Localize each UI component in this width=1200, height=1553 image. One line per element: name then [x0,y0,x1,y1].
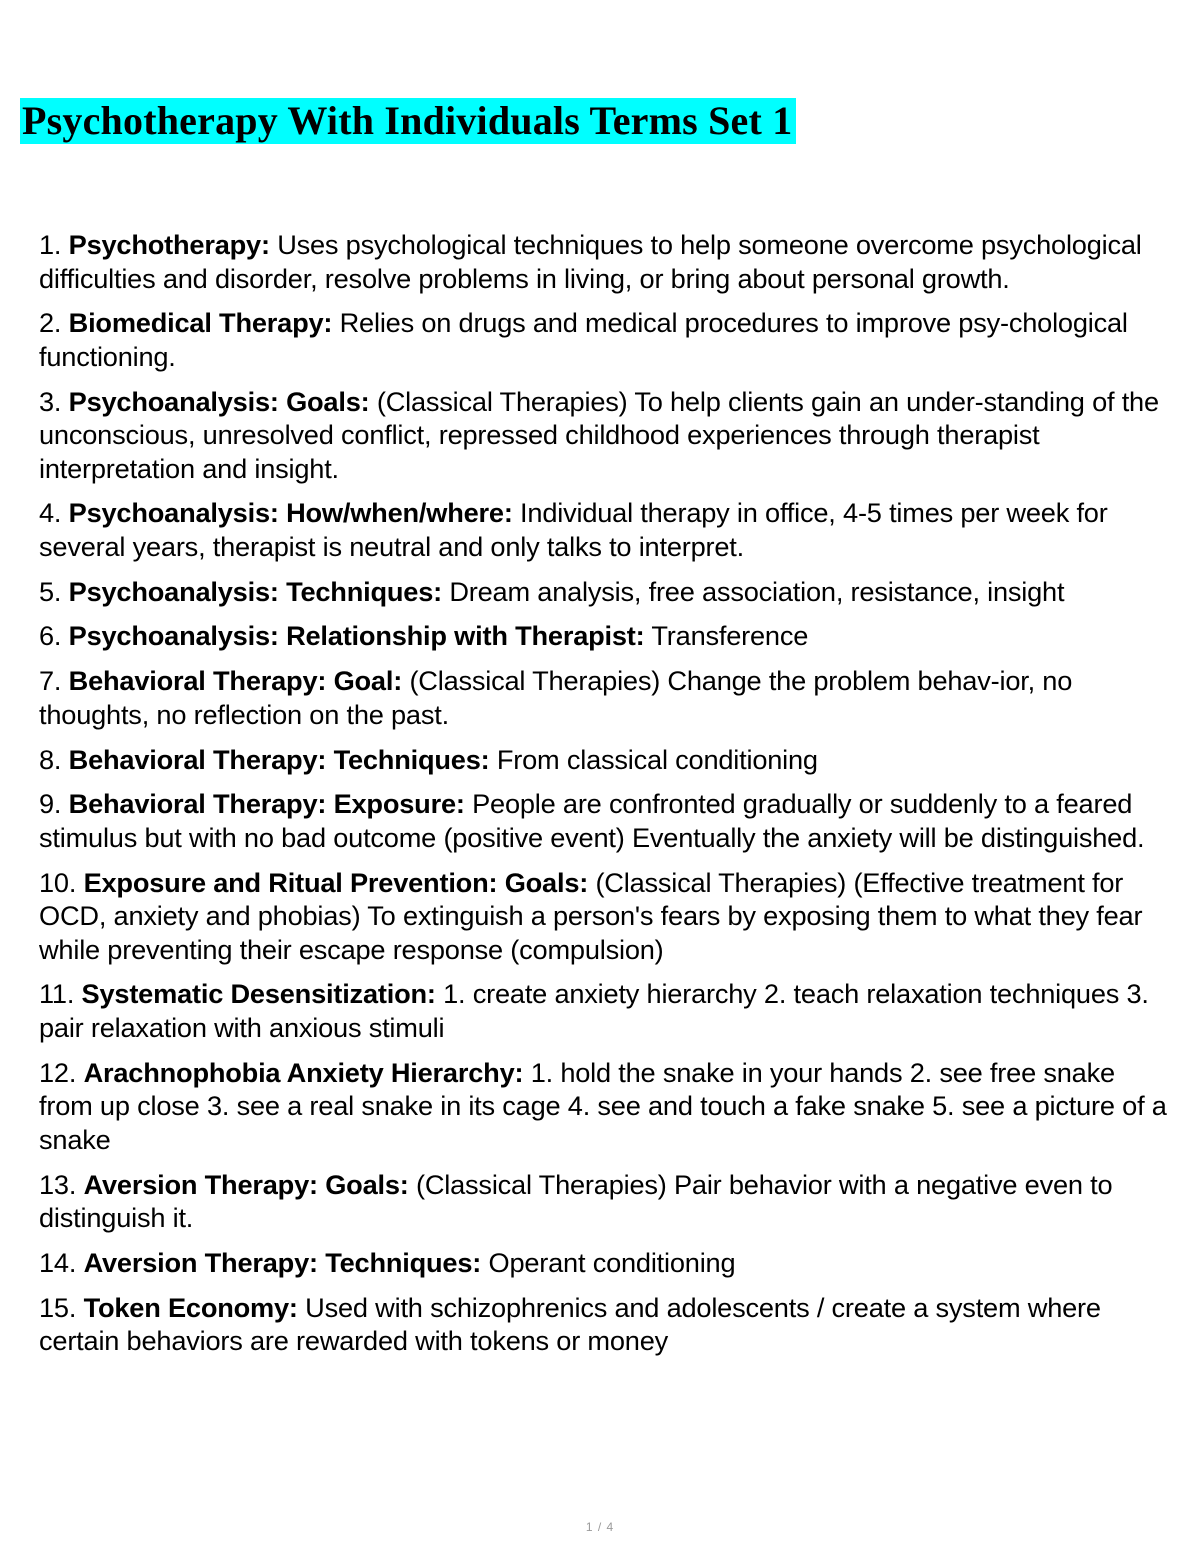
term-item [39,1056,1167,1157]
term-number: 10. [39,866,77,898]
term-name: Behavioral Therapy: Goal: [68,665,403,697]
term-number: 5. [39,575,62,607]
term-name: Psychotherapy: [68,229,270,260]
term-definition: 1. create anxiety hierarchy 2. teach relaxation techniques 3. pair relaxation with anxious stimuli [39,978,1149,1043]
term-item [39,664,1167,731]
term-item [39,1246,1167,1280]
term-number: 11. [39,978,75,1010]
term-definition: (Classical Therapies) Change the problem behav-ior, no thoughts, no reflection on the past. [39,665,1073,730]
term-item [39,1291,1167,1358]
term-name: Behavioral Therapy: Exposure: [68,788,465,820]
term-definition: Dream analysis, free association, resistance, insight [449,575,1065,607]
term-item [39,743,1167,777]
term-item [39,977,1167,1044]
term-name: Psychoanalysis: Techniques: [68,575,442,607]
term-item [39,619,1167,653]
term-number: 1. [39,229,62,260]
term-name: Aversion Therapy: Goals: [83,1168,409,1200]
term-definition: (Classical Therapies) To help clients gain an under-standing of the unconscious, unresolved conflict, repressed childhood experiences through therapist interpretation and insight. [39,385,1159,484]
term-item [39,385,1167,486]
term-number: 2. [39,307,62,339]
document-title: Psychotherapy With Individuals Terms Set 1 [20,98,796,144]
term-name: Behavioral Therapy: Techniques: [68,743,490,775]
term-name: Psychoanalysis: Goals: [68,385,370,417]
term-item [39,306,1167,373]
term-definition: Transference [651,620,809,652]
term-name: Arachnophobia Anxiety Hierarchy: [83,1056,524,1088]
term-item [39,575,1167,609]
term-number: 7. [39,665,62,697]
term-definition: 1. hold the snake in your hands 2. see free snake from up close 3. see a real snake in its cage 4. see and touch a fake snake 5. see a picture of a snake [39,1056,1167,1155]
term-definition: (Classical Therapies) (Effective treatment for OCD, anxiety and phobias) To extinguish a person's fears by exposing them to what they fear while preventing their escape response (compulsion) [39,866,1143,965]
term-definition: Operant conditioning [488,1246,736,1278]
term-definition: Relies on drugs and medical procedures to improve psy-chological functioning. [39,307,1128,372]
term-number: 14. [39,1246,77,1278]
term-number: 15. [39,1291,77,1323]
term-name: Token Economy: [83,1291,298,1323]
term-item [39,866,1167,967]
term-name: Psychoanalysis: How/when/where: [68,497,513,529]
term-item [39,496,1167,563]
term-definition: (Classical Therapies) Pair behavior with a negative even to distinguish it. [39,1168,1113,1234]
term-name: Psychoanalysis: Relationship with Therapist: [68,620,645,652]
term-number: 6. [39,620,62,652]
term-number: 3. [39,385,62,417]
term-definition: Individual therapy in office, 4-5 times per week for several years, therapist is neutral and only talks to interpret. [39,497,1108,562]
term-number: 12. [39,1056,77,1088]
page-indicator: 1 / 4 [585,1520,615,1534]
term-name: Systematic Desensitization: [81,978,436,1010]
term-number: 9. [39,788,62,820]
term-number: 13. [39,1168,77,1200]
term-item [39,228,1167,295]
term-name: Biomedical Therapy: [68,307,333,339]
term-definition: Uses psychological techniques to help someone overcome psychological difficulties and disorder, resolve problems in living, or bring about personal growth. [39,229,1142,294]
term-item [39,787,1167,854]
term-name: Aversion Therapy: Techniques: [83,1246,482,1278]
terms-list [39,228,1167,1369]
term-number: 8. [39,743,62,775]
term-item [39,1168,1167,1235]
term-definition: Used with schizophrenics and adolescents / create a system where certain behaviors are rewarded with tokens or money [39,1291,1101,1357]
term-definition: From classical conditioning [496,743,818,775]
term-number: 4. [39,497,62,529]
term-definition: People are confronted gradually or suddenly to a feared stimulus but with no bad outcome (positive event) Eventually the anxiety will be distinguished. [39,788,1145,853]
term-name: Exposure and Ritual Prevention: Goals: [83,866,589,898]
